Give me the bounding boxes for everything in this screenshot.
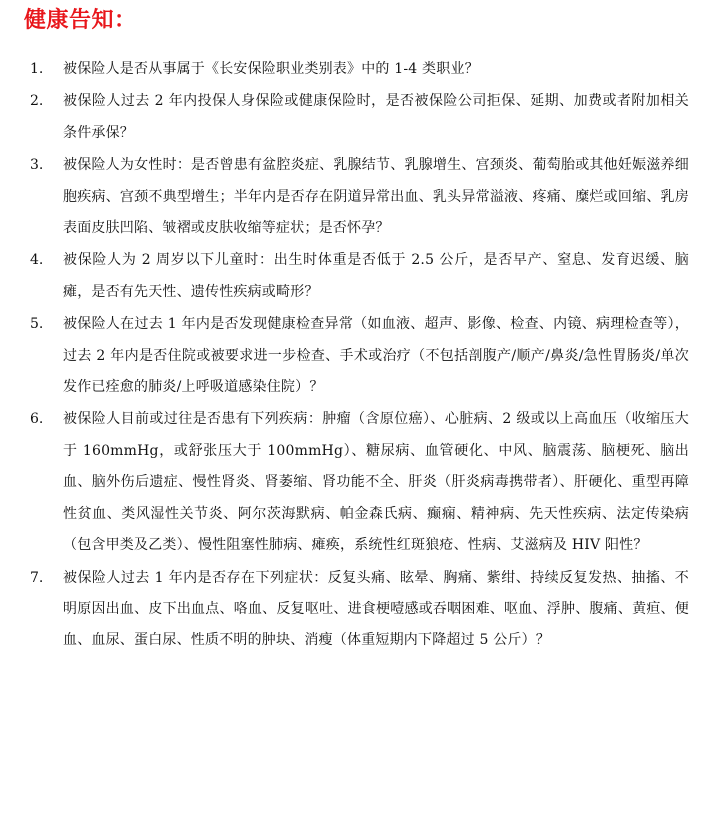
question-text: 被保险人在过去 1 年内是否发现健康检查异常（如血液、超声、影像、检查、内镜、病理检查等），过去 2 年内是否住院或被要求进一步检查、手术或治疗（不包括剖腹产/顺产/鼻炎/急性胃肠炎/单次发作已痊愈的肺炎/上呼吸道感染住院）？ xyxy=(63,316,689,396)
question-number: 2. xyxy=(30,93,44,110)
question-text: 被保险人为 2 周岁以下儿童时：出生时体重是否低于 2.5 公斤，是否早产、窒息、发育迟缓、脑瘫，是否有先天性、遗传性疾病或畸形？ xyxy=(63,252,689,300)
question-text: 被保险人过去 2 年内投保人身保险或健康保险时，是否被保险公司拒保、延期、加费或者附加相关条件承保？ xyxy=(63,93,689,141)
question-number: 6. xyxy=(30,411,44,428)
question-number: 5. xyxy=(30,316,44,333)
question-item-1 xyxy=(0,54,720,85)
question-item-7 xyxy=(0,563,720,657)
question-item-6 xyxy=(0,404,720,561)
question-number: 7. xyxy=(30,569,44,586)
document-title: 健康告知： xyxy=(24,8,137,33)
question-text: 被保险人目前或过往是否患有下列疾病：肿瘤（含原位癌）、心脏病、2 级或以上高血压（收缩压大于 160mmHg，或舒张压大于 100mmHg）、糖尿病、血管硬化、中风、脑震荡、脑梗死、脑出血、脑外伤后遗症、慢性肾炎、肾萎缩、肾功能不全、肝炎（肝炎病毒携带者）、肝硬化、重型再障性贫血、类风湿性关节炎、阿尔茨海默病、帕金森氏病、癫痫、精神病、先天性疾病、法定传染病（包含甲类及乙类）、慢性阻塞性肺病、瘫痪，系统性红斑狼疮、性病、艾滋病及 HIV 阳性？ xyxy=(63,411,689,554)
question-item-3 xyxy=(0,150,720,244)
question-number: 3. xyxy=(30,157,44,174)
question-text: 被保险人是否从事属于《长安保险职业类别表》中的 1-4 类职业？ xyxy=(63,61,479,77)
question-list xyxy=(0,54,720,658)
question-item-4 xyxy=(0,245,720,308)
question-text: 被保险人过去 1 年内是否存在下列症状：反复头痛、眩晕、胸痛、紫绀、持续反复发热、抽搐、不明原因出血、皮下出血点、咯血、反复呕吐、进食梗噎感或吞咽困难、呕血、浮肿、腹痛、黄疸、便血、血尿、蛋白尿、性质不明的肿块、消瘦（体重短期内下降超过 5 公斤）？ xyxy=(63,569,689,649)
question-number: 4. xyxy=(30,252,44,269)
question-item-5 xyxy=(0,309,720,403)
question-number: 1. xyxy=(30,61,44,77)
question-item-2 xyxy=(0,86,720,149)
question-text: 被保险人为女性时：是否曾患有盆腔炎症、乳腺结节、乳腺增生、宫颈炎、葡萄胎或其他妊娠滋养细胞疾病、宫颈不典型增生；半年内是否存在阴道异常出血、乳头异常溢液、疼痛、糜烂或回缩、乳房表面皮肤凹陷、皱褶或皮肤收缩等症状；是否怀孕？ xyxy=(63,157,689,237)
